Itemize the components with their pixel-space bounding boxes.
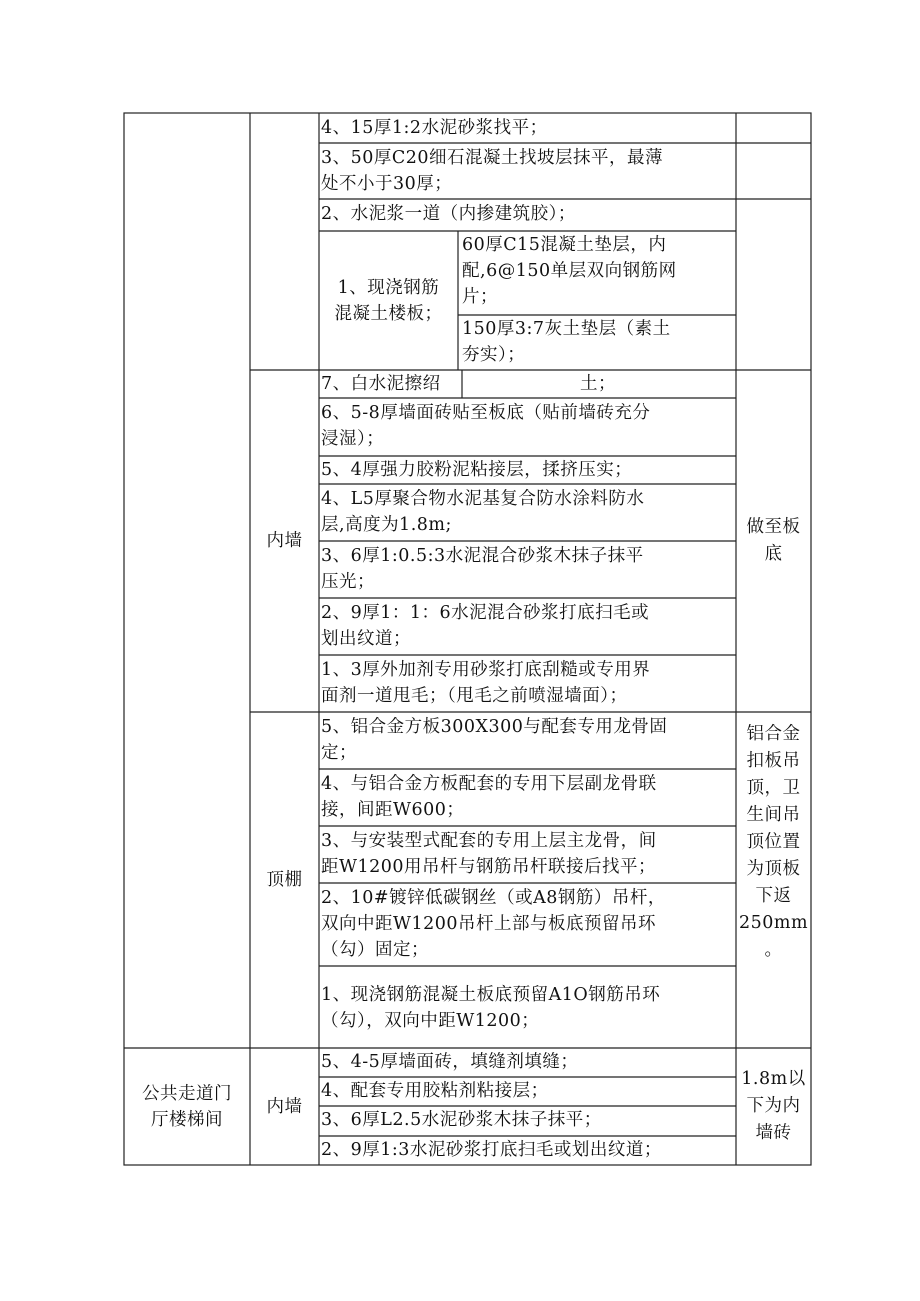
floor-slab-label: 1、现浇钢筋 混凝土楼板； [334,277,443,324]
ceiling-row-5: 5、铝合金方板300X300与配套专用龙骨固 定； [321,717,668,763]
ceiling-note: 铝合金 扣板吊 顶，卫 生间吊 顶位置 为顶板 下返 250mm 。 [738,723,809,960]
corridor-row-5: 5、4-5厚墙面砖，填缝剂填缝； [321,1052,579,1072]
floor-slab-sub-2: 150厚3:7灰土垫层（素土 夯实）； [462,319,671,365]
inner-wall-row-3: 3、6厚1:0.5:3水泥混合砂浆木抹子抹平 压光； [321,546,644,592]
inner-wall-row-7-left: 7、白水泥擦绍 [321,374,441,394]
inner-wall-row-1: 1、3厚外加剂专用砂浆打底刮糙或专用界 面剂一道甩毛；（甩毛之前喷湿墙面）； [321,660,651,706]
inner-wall-note: 做至板 底 [746,517,801,564]
floor-row-3: 3、50厚C20细石混凝土找坡层抹平，最薄 处不小于30厚； [321,148,664,194]
inner-wall-row-2: 2、9厚1：1：6水泥混合砂浆打底扫毛或 划出纹道； [321,603,650,649]
inner-wall-row-6: 6、5-8厚墙面砖贴至板底（贴前墙砖充分 浸湿）； [321,403,651,449]
inner-wall-row-4: 4、L5厚聚合物水泥基复合防水涂料防水 层,高度为1.8m; [321,489,645,535]
ceiling-row-4: 4、与铝合金方板配套的专用下层副龙骨联 接，间距W600； [321,774,657,820]
floor-slab-sub-1: 60厚C15混凝土垫层，内 配,6@150单层双向钢筋网 片； [462,235,677,307]
ceiling-row-1: 1、现浇钢筋混凝土板底预留A1O钢筋吊环 （勾），双向中距W1200； [321,985,661,1031]
ceiling-row-2: 2、10#镀锌低碳钢丝（或A8钢筋）吊杆， 双向中距W1200吊杆上部与板底预留吊环 （勾）固定； [321,888,666,960]
ceiling-label: 顶棚 [266,870,303,890]
corridor-row-4: 4、配套专用胶粘剂粘接层； [321,1081,549,1101]
inner-wall-row-5: 5、4厚强力胶粉泥粘接层，揉挤压实； [321,460,633,480]
corridor-row-2: 2、9厚1:3水泥砂浆打底扫毛或划出纹道； [321,1140,662,1160]
floor-row-4: 4、15厚1:2水泥砂浆找平； [321,118,548,138]
corridor-note: 1.8m以 下为内 墙砖 [741,1069,806,1143]
corridor-inner-wall-label: 内墙 [266,1096,303,1117]
corridor-row-3: 3、6厚L2.5水泥砂浆木抹子抹平； [321,1110,602,1130]
inner-wall-label: 内墙 [266,531,303,551]
ceiling-row-3: 3、与安装型式配套的专用上层主龙骨，间 距W1200用吊杆与钢筋吊杆联接后找平； [321,831,657,877]
inner-wall-row-7-right: 土； [580,374,616,394]
floor-row-2: 2、水泥浆一道（内掺建筑胶）； [321,204,576,224]
corridor-area-label: 公共走道门 厅楼梯间 [142,1083,232,1130]
